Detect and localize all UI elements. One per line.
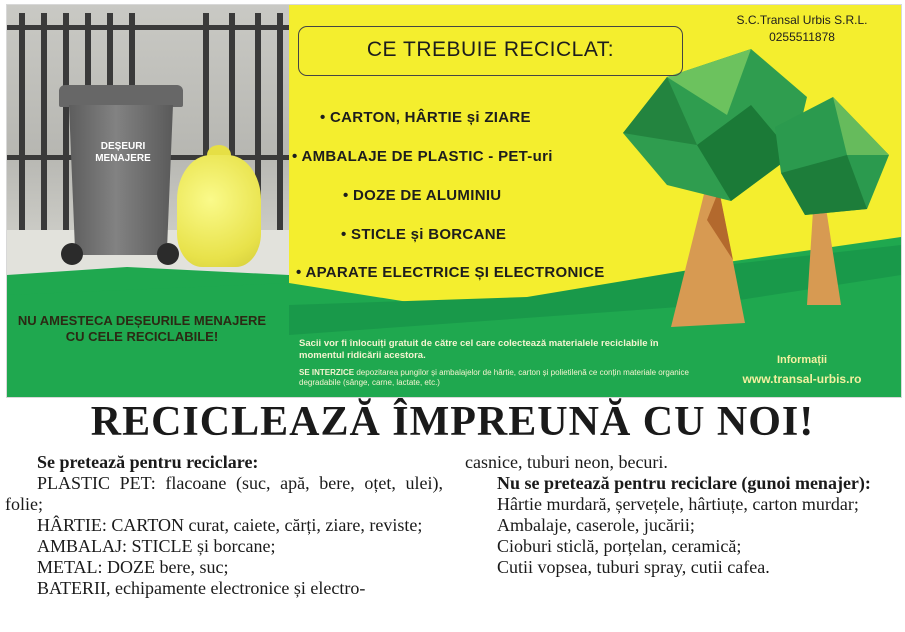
bin-label-line2: MENAJERE bbox=[95, 153, 151, 164]
paragraph: Ambalaje, caserole, jucării; bbox=[497, 515, 695, 535]
paragraph: BATERII, echipamente electronice și electro- bbox=[37, 578, 366, 598]
company-phone: 0255511878 bbox=[769, 30, 835, 44]
article-left-column bbox=[5, 452, 443, 599]
forbidden-lead: SE INTERZICE bbox=[299, 368, 355, 377]
paragraph: HÂRTIE: CARTON curat, caiete, cărți, ziare, reviste; bbox=[37, 515, 423, 535]
paragraph: AMBALAJ: STICLE și borcane; bbox=[37, 536, 276, 556]
paragraph: Cioburi sticlă, porțelan, ceramică; bbox=[497, 536, 742, 556]
recycling-poster bbox=[6, 4, 902, 398]
paragraph: METAL: DOZE bere, suc; bbox=[37, 557, 229, 577]
recyclable-item: • STICLE și BORCANE bbox=[341, 226, 507, 243]
company-info bbox=[702, 12, 902, 46]
recyclable-item: • APARATE ELECTRICE ȘI ELECTRONICE bbox=[296, 264, 605, 281]
section-title-box bbox=[298, 26, 683, 76]
recyclable-heading: Se pretează pentru reciclare: bbox=[37, 452, 259, 472]
paragraph: casnice, tuburi neon, becuri. bbox=[465, 452, 668, 472]
warning-text: NU AMESTECA DEȘEURILE MENAJERE CU CELE RECICLABILE! bbox=[17, 313, 267, 344]
article-right-column bbox=[465, 452, 902, 578]
forbidden-note bbox=[299, 368, 699, 388]
forbidden-text: depozitarea pungilor și ambalajelor de hârtie, carton și polietilenă ce conțin materiale organice degradabile (sânge, carne, lactate, etc.) bbox=[299, 368, 689, 387]
info-url: www.transal-urbis.ro bbox=[742, 372, 862, 386]
info-label: Informații bbox=[776, 354, 828, 366]
article-headline: RECICLEAZĂ ÎMPREUNĂ CU NOI! bbox=[90, 399, 815, 445]
recyclable-item: • CARTON, HÂRTIE și ZIARE bbox=[320, 109, 531, 126]
tree-trunk bbox=[671, 190, 745, 327]
bin-label-line1: DEȘEURI bbox=[100, 141, 146, 152]
company-name: S.C.Transal Urbis S.R.L. bbox=[736, 13, 868, 27]
paragraph: PLASTIC PET: flacoane (suc, apă, bere, oțet, ulei), folie; bbox=[5, 473, 443, 514]
non-recyclable-heading: Nu se pretează pentru reciclare (gunoi menajer): bbox=[497, 473, 871, 493]
paragraph: Cutii vopsea, tuburi spray, cutii cafea. bbox=[497, 557, 770, 577]
section-title: CE TREBUIE RECICLAT: bbox=[366, 38, 615, 61]
bags-note: Sacii vor fi înlocuiți gratuit de către cel care colectează materialele reciclabile în momentul ridicării acestora. bbox=[299, 338, 659, 361]
recyclable-item: • AMBALAJE DE PLASTIC - PET-uri bbox=[292, 148, 553, 165]
paragraph: Hârtie murdară, șervețele, hârtiuțe, carton murdar; bbox=[497, 494, 859, 514]
recyclable-item: • DOZE DE ALUMINIU bbox=[343, 187, 502, 204]
